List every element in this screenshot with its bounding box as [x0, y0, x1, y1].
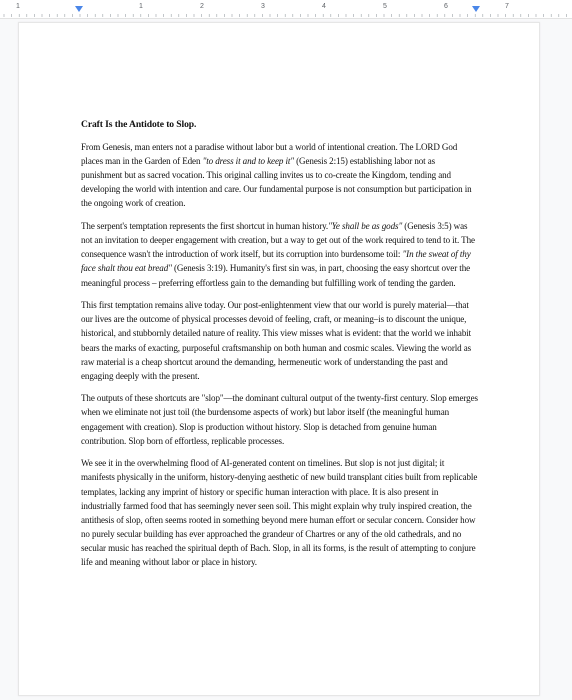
- body-paragraph: [81, 219, 478, 289]
- right-indent-marker[interactable]: [472, 6, 480, 12]
- ruler-number: 2: [200, 3, 204, 10]
- text-run: From Genesis, man enters not a paradise without labor but a world of intentional creation. The LORD God places man in the Garden of Eden: [81, 142, 458, 167]
- left-indent-marker[interactable]: [75, 6, 83, 12]
- body-paragraph: [81, 456, 478, 569]
- ruler-number: 1: [139, 3, 143, 10]
- text-run: This first temptation remains alive today. Our post-enlightenment view that our world is purely material—that our lives are the outcome of physical processes devoid of feeling, craft, or meaning–is to discount the unique, historical, and stubbornly detailed nature of reality. This view misses what is evident: that the world we inhabit bears the marks of exacting, purposeful craftsmanship on both human and cosmic scales. Viewing the world as raw material is a cheap shortcut around the demanding, hermeneutic work of understanding the past and engaging deeply with the present.: [81, 300, 472, 381]
- body-paragraph: [81, 140, 478, 210]
- text-run: The outputs of these shortcuts are "slop"—the dominant cultural output of the twenty-first century. Slop emerges when we eliminate not just toil (the burdensome aspects of work) but labor itself (the meaningful human engagement with creation). Slop is production without history. Slop is detached from genuine human contribution. Slop born of effortless, replicable processes.: [81, 393, 478, 446]
- document-title: Craft Is the Antidote to Slop.: [81, 119, 197, 130]
- ruler-number: 5: [383, 3, 387, 10]
- body-paragraph: [81, 298, 478, 383]
- document-body[interactable]: [81, 118, 478, 578]
- quote-run: "Ye shall be as gods": [328, 221, 403, 232]
- text-run: The serpent's temptation represents the first shortcut in human history.: [81, 221, 329, 232]
- ruler-ticks: [0, 0, 572, 18]
- horizontal-ruler[interactable]: [0, 0, 572, 19]
- ruler-number: 6: [444, 3, 448, 10]
- text-run: (Genesis 3:19). Humanity's first sin was, in part, choosing the easy shortcut over the meaningful process – preferring effortless gain to the demanding but fulfilling work of tending the garden.: [81, 263, 471, 288]
- quote-run: "In the sweat of thy face shalt thou eat bread": [81, 249, 471, 274]
- text-run: We see it in the overwhelming flood of AI-generated content on timelines. But slop is not just digital; it manifests physically in the uniform, history-denying aesthetic of new build transplant cities built from replicable templates, lacking any imprint of history or specific human interaction with place. It is also present in industrially farmed food that has seemingly never seen soil. This might explain why truly inspired creation, the antithesis of slop, often seems rooted in something beyond mere human effort or secular concern. Consider how no purely secular building has ever approached the grandeur of Chartres or any of the old cathedrals, and no secular music has reached the spiritual depth of Bach. Slop, in all its forms, is the result of attempting to conjure life and meaning without labor or place in history.: [81, 458, 478, 567]
- paragraph-list: [81, 140, 478, 569]
- text-run: (Genesis 2:15) establishing labor not as punishment but as sacred vocation. This original calling invites us to co-create the Kingdom, tending and developing the world with intention and care. Our fundamental purpose is not consumption but participation in the ongoing work of creation.: [81, 156, 472, 209]
- document-page[interactable]: [18, 22, 540, 696]
- ruler-number: 4: [322, 3, 326, 10]
- ruler-number: 3: [261, 3, 265, 10]
- body-paragraph: [81, 391, 478, 447]
- ruler-number: 7: [505, 3, 509, 10]
- ruler-number: 1: [16, 3, 20, 10]
- text-run: (Genesis 3:5) was not an invitation to deeper engagement with creation, but a way to get out of the work required to tend to it. The consequence wasn't the introduction of work itself, but its corruption into burdensome toil:: [81, 221, 475, 260]
- quote-run: "to dress it and to keep it": [202, 156, 294, 167]
